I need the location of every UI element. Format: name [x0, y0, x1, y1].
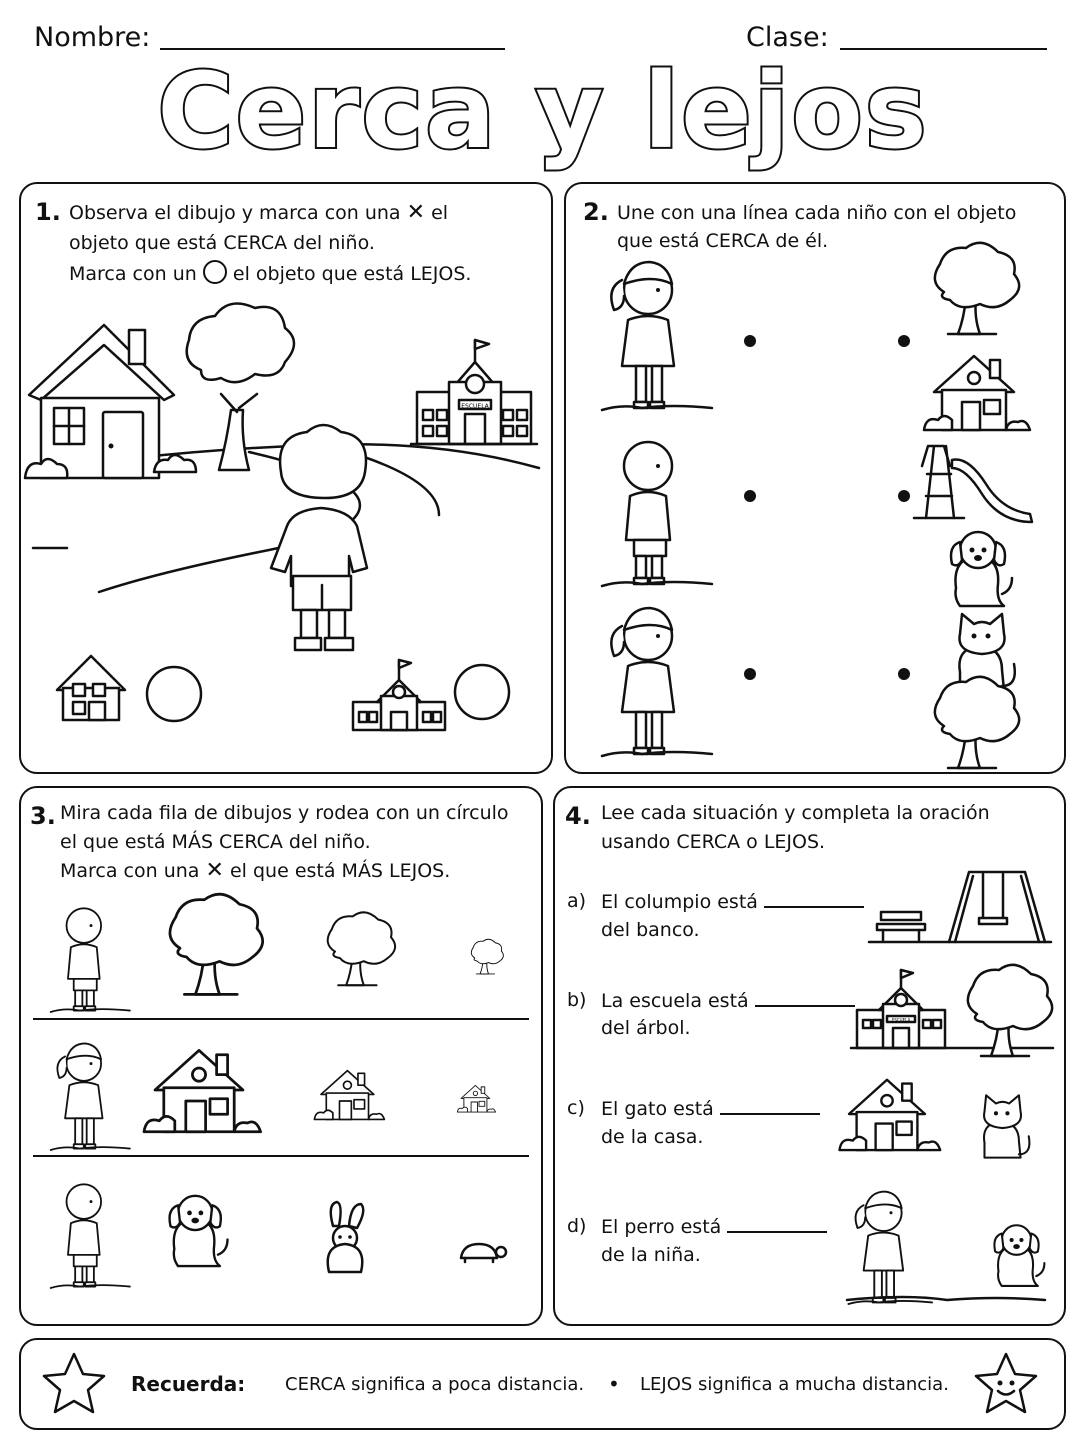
small-school-icon	[353, 660, 445, 730]
tree-medium-icon	[328, 912, 395, 985]
name-label: Nombre:	[34, 22, 151, 53]
exercise-4-instruction-line2: usando CERCA o LEJOS.	[601, 831, 826, 853]
school-icon	[411, 340, 537, 444]
house-icon	[25, 325, 174, 478]
tree-icon-2	[935, 677, 1019, 768]
house-medium-icon	[314, 1071, 384, 1120]
school-sign-text: ESCUELA	[461, 403, 489, 410]
girl-2-illustration	[602, 608, 712, 756]
house-icon	[924, 356, 1030, 430]
far-definition: LEJOS significa a mucha distancia.	[640, 1374, 949, 1395]
boy-row-1	[51, 908, 130, 1012]
rabbit-icon	[328, 1202, 364, 1272]
exercise-3-instruction-line2: el que está MÁS CERCA del niño.	[60, 831, 371, 853]
item-c-letter: c)	[567, 1097, 585, 1119]
matching-illustrations	[564, 260, 1066, 770]
answer-circle-1[interactable]	[147, 667, 201, 721]
item-d-letter: d)	[567, 1215, 587, 1237]
school-sign-text-b: ESCUELA	[891, 1017, 911, 1023]
item-a-line2: del banco.	[601, 919, 700, 941]
item-a-letter: a)	[567, 890, 587, 912]
tree-small-icon	[471, 939, 503, 974]
exercise-1-instruction-line1: Observa el dibujo y marca con una ✕ el	[69, 198, 448, 228]
match-dot-right-1[interactable]	[898, 335, 910, 347]
girl-icon-d	[848, 1192, 932, 1304]
park-scene-illustration	[19, 300, 553, 770]
class-label: Clase:	[746, 22, 829, 53]
dog-icon-d	[994, 1225, 1044, 1286]
exercise-2-instruction-line1: Une con una línea cada niño con el objeto	[617, 202, 1017, 224]
page-title: Cerca y lejos	[157, 50, 929, 172]
item-a-line1: El columpio está	[601, 886, 864, 917]
match-dot-right-2[interactable]	[898, 490, 910, 502]
bullet-separator: •	[608, 1372, 620, 1396]
dog-icon	[951, 532, 1012, 606]
small-house-icon	[57, 656, 125, 720]
exercise-2-instruction-line2: que está CERCA de él.	[617, 230, 829, 252]
exercise-2-number: 2.	[583, 198, 609, 226]
exercise-1-number: 1.	[35, 198, 61, 226]
x-mark-icon: ✕	[406, 200, 426, 225]
item-b-line1: La escuela está	[601, 985, 855, 1016]
exercise-3-instruction-line3: Marca con una ✕ el que está MÁS LEJOS.	[60, 856, 450, 886]
exercise-3-instruction-line1: Mira cada fila de dibujos y rodea con un círculo	[60, 802, 509, 824]
item-c-line1: El gato está	[601, 1093, 820, 1124]
bench-icon	[877, 912, 925, 940]
swing-icon	[869, 872, 1051, 942]
girl-1-illustration	[602, 262, 712, 410]
item-d-line2: de la niña.	[601, 1244, 701, 1266]
match-dot-left-2[interactable]	[744, 490, 756, 502]
near-definition: CERCA significa a poca distancia.	[285, 1374, 585, 1395]
dog-large-icon	[170, 1196, 228, 1266]
item-c-line2: de la casa.	[601, 1126, 704, 1148]
star-icon	[40, 1350, 108, 1416]
exercise-3-number: 3.	[30, 802, 56, 830]
exercise-4-instruction-line1: Lee cada situación y completa la oración	[601, 802, 990, 824]
house-small-icon	[457, 1085, 495, 1112]
item-b-line2: del árbol.	[601, 1017, 691, 1039]
remember-label: Recuerda:	[131, 1372, 246, 1396]
cat-icon-c	[984, 1095, 1029, 1157]
distance-rows-illustrations	[19, 896, 543, 1316]
turtle-icon	[461, 1244, 506, 1262]
tree-large-icon	[170, 894, 263, 994]
match-dot-left-1[interactable]	[744, 335, 756, 347]
smiling-star-icon	[972, 1350, 1040, 1416]
boy-back-illustration	[271, 425, 367, 650]
item-d-line1: El perro está	[601, 1211, 827, 1242]
tree-icon-b	[968, 965, 1052, 1056]
match-dot-left-3[interactable]	[744, 668, 756, 680]
boy-illustration	[602, 442, 712, 586]
match-dot-right-3[interactable]	[898, 668, 910, 680]
answer-circle-2[interactable]	[455, 665, 509, 719]
exercise-1-instruction-line2: objeto que está CERCA del niño.	[69, 232, 375, 254]
exercise-1-instruction-line3: Marca con un el objeto que está LEJOS.	[69, 259, 471, 289]
house-large-icon	[144, 1050, 261, 1131]
girl-row-2	[51, 1043, 130, 1150]
tree-icon	[935, 243, 1019, 334]
slide-icon	[914, 446, 1032, 522]
exercise-4-number: 4.	[565, 802, 591, 830]
item-b-letter: b)	[567, 989, 587, 1011]
circle-mark-icon	[203, 260, 227, 284]
house-icon-c	[840, 1080, 941, 1150]
boy-row-3	[51, 1184, 130, 1288]
x-mark-icon: ✕	[205, 858, 224, 883]
situation-illustrations	[553, 860, 1066, 1320]
